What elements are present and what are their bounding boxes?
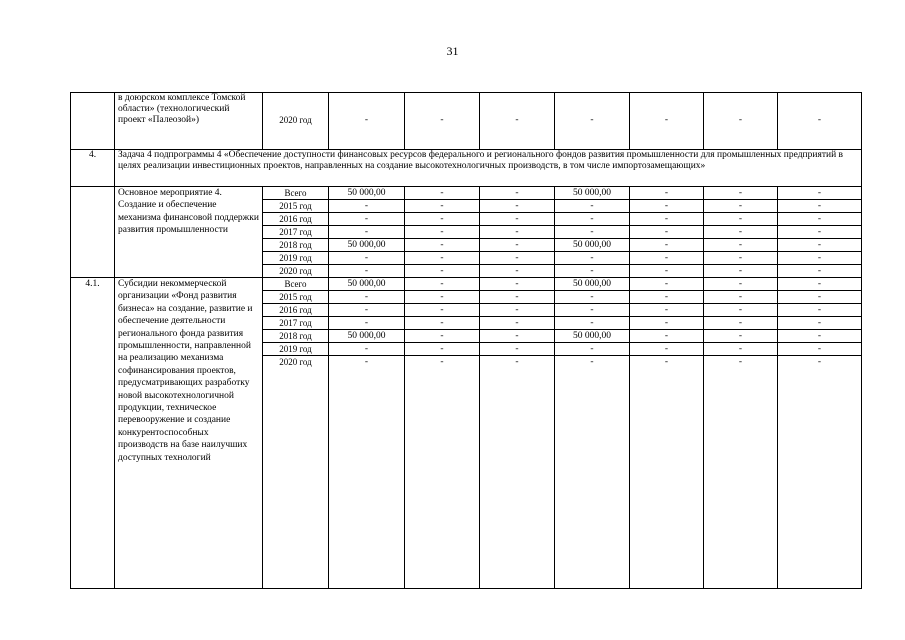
value-cell: - bbox=[630, 330, 704, 343]
value-cell: - bbox=[704, 213, 778, 226]
value-cell: - bbox=[704, 356, 778, 589]
task-row bbox=[71, 150, 862, 187]
value-cell: - bbox=[778, 265, 862, 278]
value-cell: - bbox=[630, 291, 704, 304]
value-cell: - bbox=[329, 356, 405, 589]
value-cell: - bbox=[630, 343, 704, 356]
value-cell: - bbox=[778, 356, 862, 589]
table-body bbox=[71, 93, 862, 589]
value-cell: - bbox=[778, 226, 862, 239]
budget-table bbox=[70, 92, 862, 589]
row-name: в доюрском комплексе Томской области» (технологический проект «Палеозой») bbox=[115, 93, 263, 150]
row-year: Всего bbox=[263, 187, 329, 200]
value-cell: - bbox=[630, 93, 704, 150]
row-number: 4.1. bbox=[71, 278, 115, 589]
value-cell: - bbox=[630, 239, 704, 252]
value-cell: - bbox=[480, 200, 555, 213]
task-number: 4. bbox=[71, 150, 115, 187]
value-cell: - bbox=[630, 304, 704, 317]
value-cell: 50 000,00 bbox=[555, 239, 630, 252]
table-row bbox=[71, 187, 862, 200]
value-cell: - bbox=[704, 304, 778, 317]
value-cell: 50 000,00 bbox=[329, 278, 405, 291]
value-cell: 50 000,00 bbox=[329, 187, 405, 200]
value-cell: 50 000,00 bbox=[555, 330, 630, 343]
value-cell: - bbox=[329, 200, 405, 213]
value-cell: - bbox=[480, 239, 555, 252]
value-cell: - bbox=[480, 317, 555, 330]
value-cell: - bbox=[704, 226, 778, 239]
value-cell: - bbox=[480, 252, 555, 265]
row-year: 2020 год bbox=[263, 93, 329, 150]
value-cell: - bbox=[329, 93, 405, 150]
value-cell: - bbox=[480, 330, 555, 343]
value-cell: - bbox=[405, 93, 480, 150]
table-row bbox=[71, 278, 862, 291]
value-cell: - bbox=[704, 265, 778, 278]
value-cell: - bbox=[405, 200, 480, 213]
value-cell: - bbox=[480, 356, 555, 589]
value-cell: - bbox=[555, 226, 630, 239]
page-number: 31 bbox=[446, 44, 459, 58]
value-cell: - bbox=[630, 226, 704, 239]
value-cell: - bbox=[778, 317, 862, 330]
value-cell: - bbox=[329, 343, 405, 356]
value-cell: - bbox=[405, 226, 480, 239]
value-cell: - bbox=[630, 278, 704, 291]
value-cell: - bbox=[555, 265, 630, 278]
row-year: 2015 год bbox=[263, 291, 329, 304]
row-year: 2018 год bbox=[263, 239, 329, 252]
value-cell: - bbox=[704, 239, 778, 252]
value-cell: - bbox=[555, 356, 630, 589]
value-cell: 50 000,00 bbox=[329, 239, 405, 252]
value-cell: - bbox=[704, 278, 778, 291]
value-cell: - bbox=[704, 291, 778, 304]
value-cell: - bbox=[480, 187, 555, 200]
value-cell: - bbox=[480, 278, 555, 291]
value-cell: - bbox=[329, 317, 405, 330]
value-cell: - bbox=[480, 226, 555, 239]
row-year: 2020 год bbox=[263, 265, 329, 278]
value-cell: - bbox=[704, 343, 778, 356]
row-name: Субсидии некоммерческой организации «Фонд развития бизнеса» на создание, развитие и обеспечение деятельности регионального фонда развития промышленности, направленной на реализацию механизма софинансирования проектов, предусматривающих разработку новой высокотехнологичной продукции, техническое перевооружение и создание конкурентоспособных производств на базе наилучших доступных технологий bbox=[115, 278, 263, 589]
row-number bbox=[71, 93, 115, 150]
value-cell: - bbox=[555, 200, 630, 213]
value-cell: - bbox=[405, 239, 480, 252]
value-cell: - bbox=[630, 265, 704, 278]
value-cell: - bbox=[480, 93, 555, 150]
value-cell: - bbox=[480, 265, 555, 278]
value-cell: - bbox=[329, 252, 405, 265]
value-cell: - bbox=[778, 213, 862, 226]
value-cell: - bbox=[405, 252, 480, 265]
row-year: 2015 год bbox=[263, 200, 329, 213]
value-cell: - bbox=[329, 265, 405, 278]
value-cell: - bbox=[329, 213, 405, 226]
value-cell: - bbox=[630, 252, 704, 265]
value-cell: 50 000,00 bbox=[555, 278, 630, 291]
value-cell: - bbox=[778, 93, 862, 150]
value-cell: - bbox=[555, 291, 630, 304]
value-cell: - bbox=[405, 265, 480, 278]
value-cell: - bbox=[778, 200, 862, 213]
row-year: 2018 год bbox=[263, 330, 329, 343]
value-cell: - bbox=[480, 291, 555, 304]
value-cell: - bbox=[405, 187, 480, 200]
row-year: 2016 год bbox=[263, 304, 329, 317]
value-cell: - bbox=[405, 304, 480, 317]
row-year: 2019 год bbox=[263, 252, 329, 265]
value-cell: - bbox=[555, 93, 630, 150]
row-year: 2017 год bbox=[263, 317, 329, 330]
value-cell: - bbox=[778, 343, 862, 356]
value-cell: - bbox=[405, 343, 480, 356]
value-cell: - bbox=[778, 278, 862, 291]
value-cell: - bbox=[704, 200, 778, 213]
value-cell: - bbox=[704, 93, 778, 150]
value-cell: - bbox=[778, 187, 862, 200]
row-year: 2019 год bbox=[263, 343, 329, 356]
value-cell: 50 000,00 bbox=[555, 187, 630, 200]
value-cell: - bbox=[555, 304, 630, 317]
value-cell: - bbox=[555, 317, 630, 330]
value-cell: - bbox=[329, 304, 405, 317]
value-cell: - bbox=[480, 213, 555, 226]
value-cell: - bbox=[778, 304, 862, 317]
value-cell: - bbox=[405, 356, 480, 589]
row-year: 2020 год bbox=[263, 356, 329, 589]
value-cell: - bbox=[555, 252, 630, 265]
row-year: 2016 год bbox=[263, 213, 329, 226]
row-number bbox=[71, 187, 115, 278]
task-text: Задача 4 подпрограммы 4 «Обеспечение доступности финансовых ресурсов федерального и регионального фондов развития промышленности для промышленных предприятий в целях реализации инвестиционных проектов, направленных на создание высокотехнологичных производств, в том числе импортозамещающих» bbox=[115, 150, 862, 187]
row-year: Всего bbox=[263, 278, 329, 291]
value-cell: - bbox=[704, 317, 778, 330]
value-cell: - bbox=[555, 343, 630, 356]
value-cell: - bbox=[329, 291, 405, 304]
value-cell: - bbox=[480, 343, 555, 356]
value-cell: - bbox=[778, 330, 862, 343]
value-cell: - bbox=[329, 226, 405, 239]
value-cell: - bbox=[405, 330, 480, 343]
value-cell: - bbox=[630, 213, 704, 226]
value-cell: - bbox=[630, 317, 704, 330]
value-cell: - bbox=[778, 252, 862, 265]
value-cell: - bbox=[630, 200, 704, 213]
value-cell: - bbox=[405, 213, 480, 226]
row-year: 2017 год bbox=[263, 226, 329, 239]
value-cell: - bbox=[778, 239, 862, 252]
value-cell: - bbox=[704, 187, 778, 200]
value-cell: - bbox=[405, 291, 480, 304]
value-cell: 50 000,00 bbox=[329, 330, 405, 343]
value-cell: - bbox=[405, 317, 480, 330]
value-cell: - bbox=[480, 304, 555, 317]
row-name: Основное мероприятие 4. Создание и обеспечение механизма финансовой поддержки развития промышленности bbox=[115, 187, 263, 278]
table-row-prev bbox=[71, 93, 862, 150]
value-cell: - bbox=[630, 187, 704, 200]
value-cell: - bbox=[405, 278, 480, 291]
value-cell: - bbox=[630, 356, 704, 589]
value-cell: - bbox=[704, 252, 778, 265]
value-cell: - bbox=[555, 213, 630, 226]
value-cell: - bbox=[778, 291, 862, 304]
value-cell: - bbox=[704, 330, 778, 343]
